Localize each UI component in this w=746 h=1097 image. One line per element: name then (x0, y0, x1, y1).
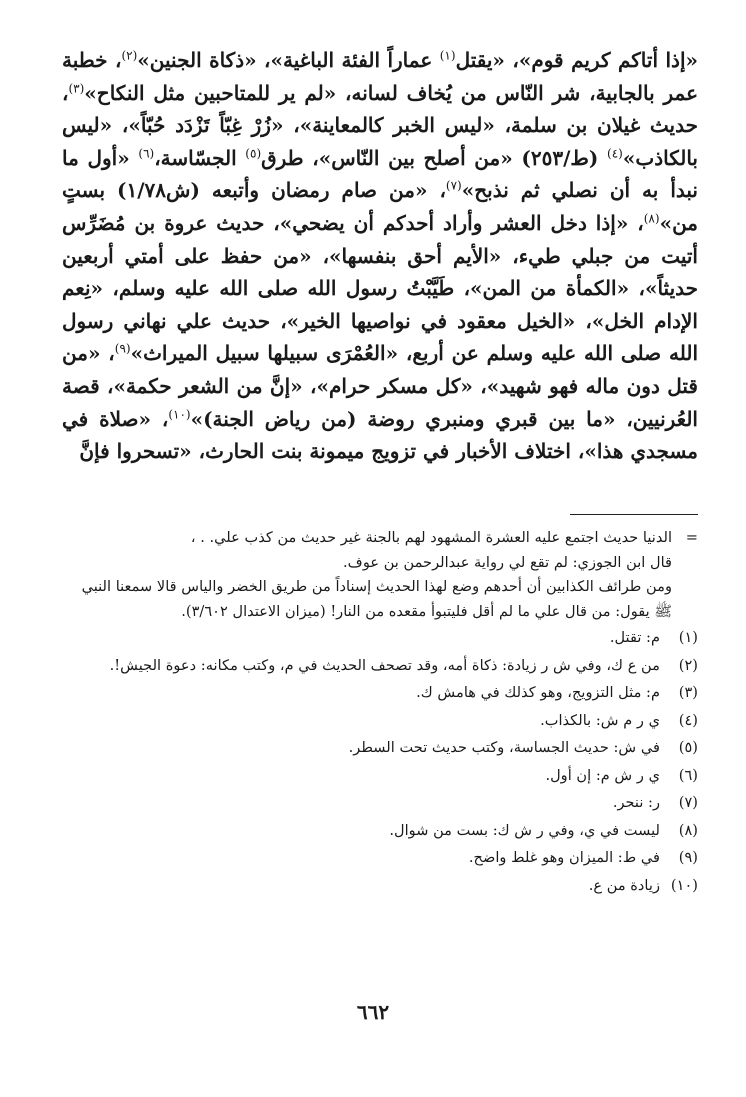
footnote-item (62, 736, 698, 761)
footnote-number: (١٠) (670, 876, 698, 894)
footnote-ref: (٣) (68, 80, 85, 95)
text-segment: عماراً الفئة الباغية»، «ذكاة الجنين» (137, 48, 440, 72)
text-segment: «إذا أتاكم كريم قوم»، «يقتل (455, 48, 699, 72)
footnote-item (62, 654, 698, 679)
footnote-ref: (٩) (114, 341, 131, 356)
footnote-item (62, 819, 698, 844)
footnote-item (62, 874, 698, 899)
text-segment: ، حديث غيلان بن سلمة، «ليس الخبر كالمعاينة»، «زُرْ غِبّاً تَزْدَد حُبّاً»، «ليس بالكاذب» (62, 80, 698, 170)
footnote-ref: (٦) (138, 146, 155, 161)
footnote-ref: (١) (439, 48, 456, 63)
footnote-text: ر: ننحر. (612, 794, 660, 811)
footnote-number: (٩) (678, 849, 698, 866)
footnote-item (62, 681, 698, 706)
footnote-item (62, 709, 698, 734)
footnote-ref: (١٠) (168, 406, 191, 421)
footnote-item (62, 846, 698, 871)
footnote-ref: (٢) (121, 48, 138, 63)
text-segment: ، «من قتل دون ماله فهو شهيد»، «كل مسكر حرام»، «إنَّ من الشعر حكمة»، قصة العُرنيين، «ما بين قبري ومنبري روضة (من رياض الجنة)» (62, 341, 698, 431)
text-segment: ، خطبة عمر بالجابية، شر النّاس من يُخاف لسانه، «لم ير للمتاحبين مثل النكاح» (62, 48, 698, 105)
continuation-line: قال ابن الجوزي: لم تقع لي رواية عبدالرحمن بن عوف. (343, 553, 672, 571)
footnote-item (62, 626, 698, 651)
footnote-ref: (٧) (445, 178, 462, 193)
footnote-ref: (٤) (607, 146, 623, 161)
footnotes-section (62, 526, 698, 901)
text-segment: (ط/٢٥٣) «من أصلح بين النّاس»، طرق (261, 145, 608, 170)
text-segment: ، «إذا دخل العشر وأراد أحدكم أن يضحي»، حديث عروة بن مُضَرِّس أتيت من جبلي طيء، «الأيم أحق بنفسها»، «من حفظ على أمتي أربعين حديثاً»، «الكمأة من المن»، طَيَّبْتُ رسول الله صلى الله عليه وسلم، «نِعم الإدام الخل»، «الخيل معقود في نواصيها الخير»، حديث علي نهاني رسول الله صلى الله عليه وسلم عن أربع، «العُمْرَى سبيلها سبيل الميراث» (62, 210, 699, 366)
footnote-ref: (٨) (643, 211, 660, 226)
footnote-number: (٦) (678, 766, 698, 784)
footnote-text: م: مثل التزويج، وهو كذلك في هامش ك. (416, 684, 660, 701)
footnote-number: (٢) (678, 656, 698, 674)
footnote-number: (٨) (678, 821, 698, 839)
footnote-text: ي ر م ش: بالكذاب. (540, 711, 660, 729)
footnote-text: ي ر ش م: إن أول. (545, 766, 660, 784)
main-text-paragraph (62, 44, 698, 468)
continuation-line: ومن طرائف الكذابين أن أحدهم وضع لهذا الحديث إسناداً من طريق الخضر والياس قالا سمعنا النبي ﷺ يقول: من قال علي ما لم أقل فليتبوأ مقعده من النار! (ميزان الاعتدال ٣/٦٠٢). (81, 578, 672, 620)
text-segment: ، «من صام رمضان وأتبعه (ش١/٧٨) بستٍ من» (62, 178, 698, 235)
footnote-divider (570, 514, 698, 515)
text-segment: ، «صلاة في مسجدي هذا»، اختلاف الأخبار في تزويج ميمونة بنت الحارث، «تسحروا فإنَّ (62, 406, 698, 464)
footnote-number: (٤) (678, 711, 698, 729)
footnote-number: (١) (678, 629, 698, 646)
footnote-text: في ش: حديث الجساسة، وكتب حديث تحت السطر. (348, 739, 660, 756)
footnote-continuation (62, 526, 698, 624)
footnote-number: (٧) (678, 794, 698, 811)
continuation-marker: = (685, 529, 698, 546)
footnote-number: (٥) (678, 739, 698, 756)
footnote-number: (٣) (678, 684, 698, 701)
footnote-item (62, 764, 698, 789)
footnote-text: زيادة من ع. (588, 876, 660, 894)
page-number: ٦٦٢ (356, 1000, 390, 1024)
footnote-text: في ط: الميزان وهو غلط واضح. (468, 849, 660, 866)
footnote-text: م: تقتل. (609, 629, 660, 646)
continuation-line: الدنيا حديث اجتمع عليه العشرة المشهود لهم بالجنة غير حديث من كذب علي. . ، (190, 529, 672, 546)
footnote-item (62, 791, 698, 816)
page-body (62, 44, 699, 894)
text-segment: «أول ما نبدأ به أن نصلي ثم نذبح» (62, 145, 698, 203)
footnote-text: من ع ك، وفي ش ر زيادة: ذكاة أمه، وقد تصحف الحديث في م، وكتب مكانه: دعوة الجيش!. (109, 656, 660, 674)
footnote-ref: (٥) (245, 146, 262, 161)
footnote-text: ليست في ي، وفي ر ش ك: بست من شوال. (389, 821, 660, 839)
text-segment: الجسّاسة، (154, 145, 246, 170)
